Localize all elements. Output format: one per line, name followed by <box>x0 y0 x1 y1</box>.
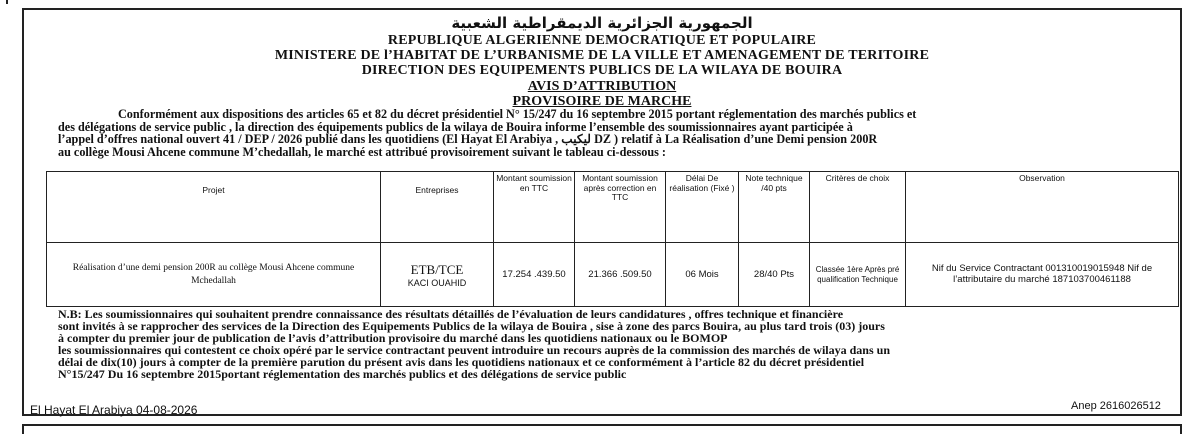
award-table <box>46 171 1179 307</box>
direction-title: DIRECTION DES EQUIPEMENTS PUBLICS DE LA WILAYA DE BOUIRA <box>361 63 843 78</box>
anep-reference: Anep 2616026512 <box>1071 400 1161 412</box>
table-header-row <box>47 172 1179 243</box>
header-project: Projet <box>47 172 381 243</box>
next-notice-frame <box>22 424 1182 434</box>
intro-line: des délégations de service public , la direction des équipements publics de la wilaya de Bouira informe l’ensemble des soumissionnaires ayant participée à <box>58 119 853 134</box>
header-observation: Observation <box>906 172 1179 243</box>
table-row <box>47 243 1179 307</box>
newspaper-credit: El Hayat El Arabiya 04-08-2026 <box>30 403 198 417</box>
cell-amount: 17.254 .439.50 <box>494 243 575 307</box>
nb-line: les soumissionnaires qui contestent ce choix opéré par le service contractant peuvent introduire un recours auprès de la commission des marchés de wilaya dans un <box>58 342 890 357</box>
header-delay: Délai De réalisation (Fixé ) <box>666 172 739 243</box>
nb-line: sont invités à se rapprocher des services de la Direction des Equipements Publics de la wilaya de Bouira , sise à zone des parcs Bouira, au plus tard trois (03) jours <box>58 318 885 333</box>
footer-rule <box>244 414 1068 415</box>
notice-title: AVIS D’ATTRIBUTION <box>527 79 677 94</box>
nb-line: délai de dix(10) jours à compter de la première parution du présent avis dans les quotidiens nationaux et ce conformément à l’article 82 du décret présidentiel <box>58 354 865 369</box>
cell-criteria: Classée 1ère Après pré qualification Technique <box>810 243 906 307</box>
cell-project: Réalisation d’une demi pension 200R au collège Mousi Ahcene commune Mchedallah <box>47 243 381 307</box>
arabic-title: الجمهورية الجزائرية الديمقراطية الشعبية <box>451 14 753 32</box>
cell-score: 28/40 Pts <box>739 243 810 307</box>
cell-observation: Nif du Service Contractant 001310019015948 Nif de l’attributaire du marché 187103700461188 <box>906 243 1179 307</box>
cell-amount-corrected: 21.366 .509.50 <box>575 243 666 307</box>
republic-title: REPUBLIQUE ALGERIENNE DEMOCRATIQUE ET POPULAIRE <box>387 33 817 48</box>
header-criteria: Critères de choix <box>810 172 906 243</box>
nb-line: N°15/247 Du 16 septembre 2015portant réglementation des marchés publics et des délégations de service public <box>58 366 627 381</box>
header-amount-corrected: Montant soumission après correction en TTC <box>575 172 666 243</box>
header-company: Entreprises <box>381 172 494 243</box>
intro-paragraph <box>58 108 1180 158</box>
nb-paragraph <box>58 309 1180 380</box>
intro-line: l’appel d’offres national ouvert 41 / DEP / 2026 publié dans les quotidiens (El Hayat El Arabiya , ليكيب DZ ) relatif à La Réalisation d’une Demi pension 200R <box>58 132 878 147</box>
nb-line: N.B: Les soumissionnaires qui souhaitent prendre connaissance des résultats détaillés de l’évaluation de leurs candidatures , offres technique et financière <box>58 307 844 321</box>
cell-delay: 06 Mois <box>666 243 739 307</box>
header-score: Note technique /40 pts <box>739 172 810 243</box>
notice-subtitle: PROVISOIRE DE MARCHE <box>512 94 692 109</box>
ministry-title: MINISTERE DE l’HABITAT DE L’URBANISME DE LA VILLE ET AMENAGEMENT DE TERITOIRE <box>274 48 930 63</box>
intro-line: au collège Mousi Ahcene commune M’chedallah, le marché est attribué provisoirement suivant le tableau ci-dessous : <box>58 144 666 159</box>
nb-line: à compter du premier jour de publication de l’avis d’attribution provisoire du marché dans les quotidiens nationaux ou le BOMOP <box>58 330 728 345</box>
cell-company <box>381 243 494 307</box>
header-amount: Montant soumission en TTC <box>494 172 575 243</box>
company-owner: KACI OUAHID <box>407 277 467 288</box>
corner-mark <box>0 0 8 4</box>
company-name: ETB/TCE <box>410 261 464 277</box>
intro-line: Conformément aux dispositions des articles 65 et 82 du décret présidentiel N° 15/247 du 16 septembre 2015 portant réglementation des marchés publics et <box>118 107 917 121</box>
